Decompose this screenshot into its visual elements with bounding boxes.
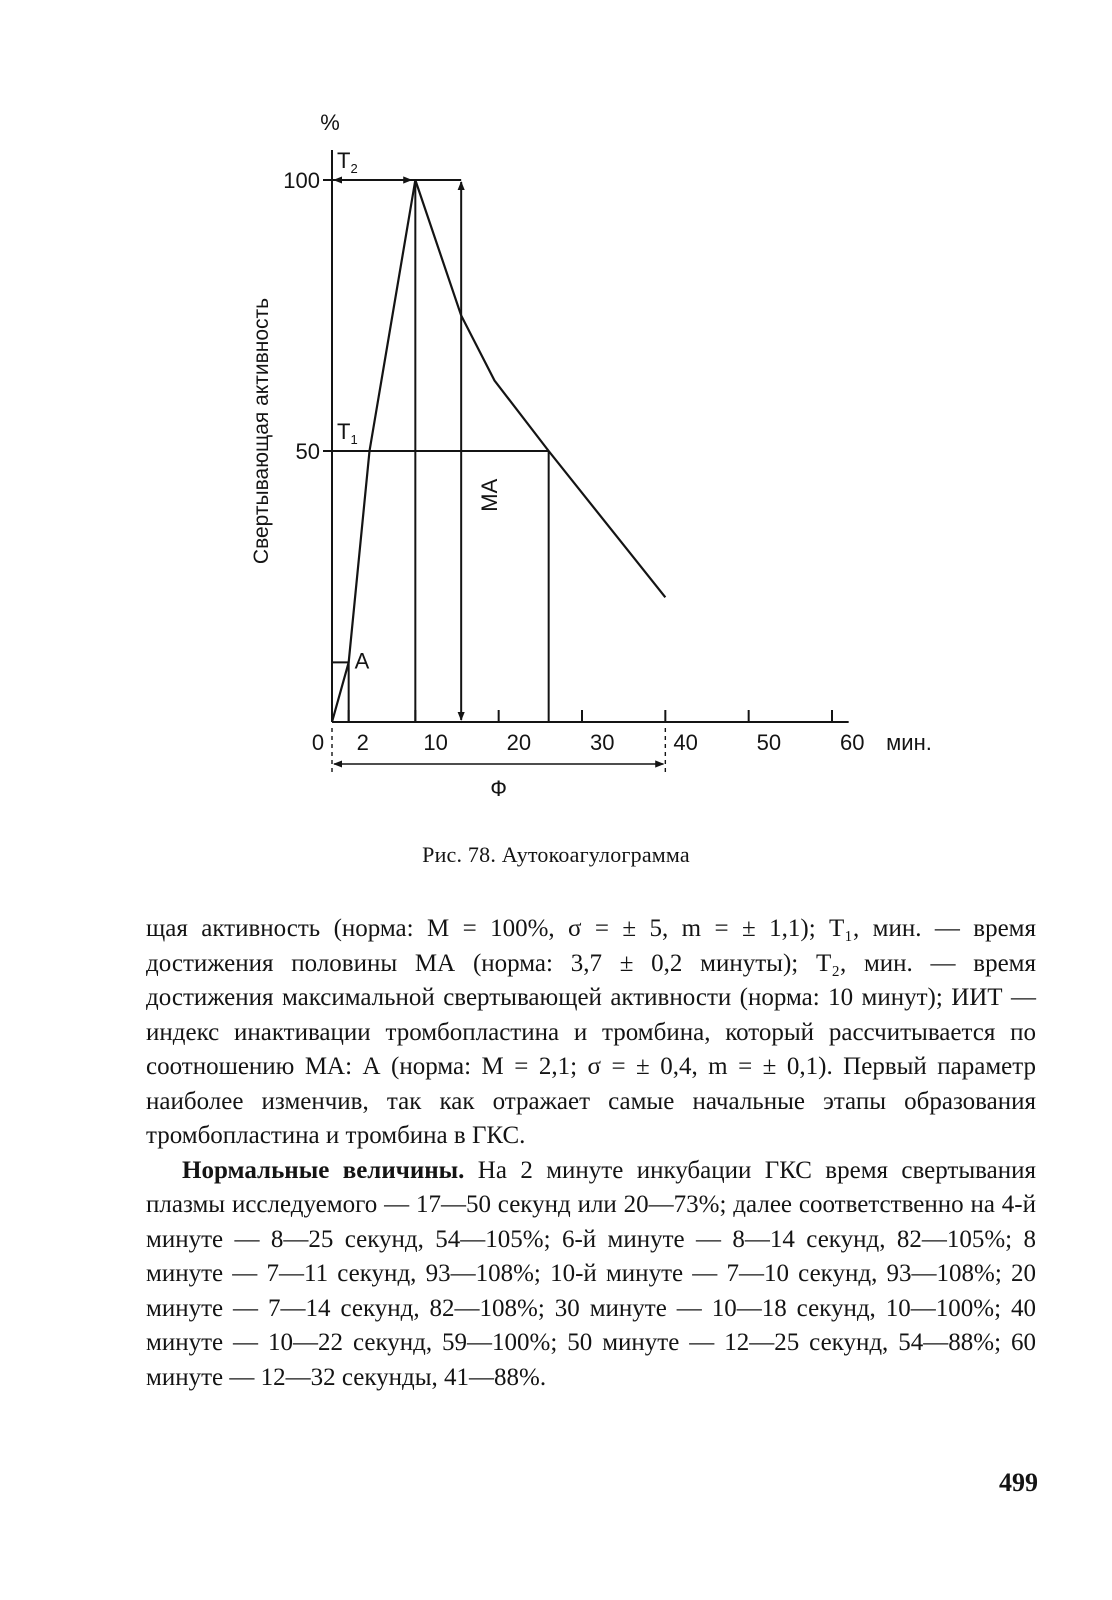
y-unit-label: % (320, 110, 340, 135)
y-tick-label: 50 (295, 439, 320, 464)
paragraph-2-text: На 2 минуте инкубации ГКС время свертывания плазмы исследуемого — 17—50 секунд или 20—73%; далее соответственно на 4-й минуте — 8—25 секунд, 54—105%; 6-й минуте — 8—14 секунд, 82—105%; 8 минуте — 7—11 секунд, 93—108%; 10-й минуте — 7—10 секунд, 93—108%; 20 минуте — 7—14 секунд, 82—108%; 30 минуте — 10—18 секунд, 10—100%; 40 минуте — 10—22 секунд, 59—100%; 50 минуте — 12—25 секунд, 54—88%; 60 минуте — 12—32 секунды, 41—88%. (146, 1156, 1036, 1391)
t1-label: $T_1$ (337, 419, 358, 447)
ma-label: МА (477, 478, 503, 512)
x-tick-label: 20 (506, 730, 532, 755)
a-label: A (354, 648, 370, 674)
t2-label: $T_2$ (337, 148, 358, 176)
x-tick-label: 0 (311, 730, 325, 755)
figure-caption: Рис. 78. Аутокоагулограмма (422, 842, 690, 867)
x-tick-label: 2 (356, 730, 369, 755)
paragraph-1: щая активность (норма: M = 100%, σ = ± 5, m = ± 1,1); T₁, мин. — время достижения половины МА (норма: 3,7 ± 0,2 минуты); T₂, мин. — время достижения максимальной свертывающей активности (норма: 10 минут); ИИТ — индекс инактивации тромбопластина и тромбина, который рассчитывается по соотношению МА: А (норма: M = 2,1; σ = ± 0,4, m = ± 0,1). Первый параметр наиболее изменчив, так как отражает самые начальные этапы образования тромбопластина и тромбина в ГКС. (146, 915, 1036, 1149)
x-tick-label: 40 (673, 730, 698, 755)
paragraph-2-heading: Нормальные величины. (182, 1156, 465, 1184)
f-label: Ф (490, 776, 508, 801)
x-tick-label: 10 (423, 730, 448, 755)
x-axis-label: мин. (886, 730, 932, 755)
page-number: 499 (999, 1468, 1038, 1497)
y-tick-label: 100 (283, 168, 320, 193)
x-tick-label: 60 (840, 730, 865, 755)
body-text (146, 912, 1036, 1395)
paragraph-2 (146, 1154, 1036, 1396)
y-axis-label: Свертывающая активность (250, 297, 273, 565)
x-tick-label: 50 (756, 730, 782, 755)
x-tick-label: 30 (590, 730, 615, 755)
